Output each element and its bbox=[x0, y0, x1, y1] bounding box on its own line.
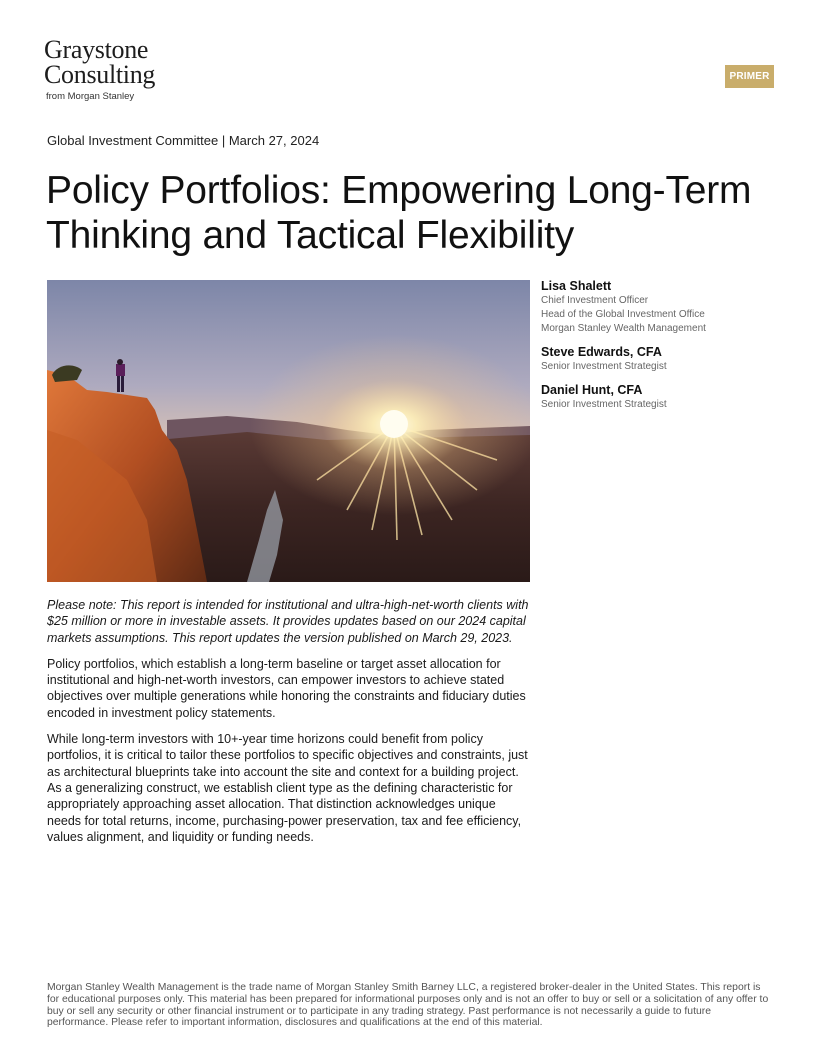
author-name: Lisa Shalett bbox=[541, 279, 612, 293]
graystone-logo bbox=[44, 37, 155, 102]
legal-footer: Morgan Stanley Wealth Management is the trade name of Morgan Stanley Smith Barney LLC, a registered broker-dealer in the United States. This report is for educational purposes only. This material has been prepared for informational purposes only and is not an offer to buy or sell or a solicitation of any offer to buy or sell any security or other financial instrument or to participate in any trading strategy. Past performance is not necessarily a guide to future performance. Please refer to important information, disclosures and qualifications at the end of this material. bbox=[47, 982, 769, 1029]
disclaimer-note: Please note: This report is intended for institutional and ultra-high-net-worth clients with $25 million or more in investable assets. It provides updates based on our 2024 capital markets assumptions. This report updates the version published on March 29, 2023. bbox=[47, 598, 529, 645]
logo-subline: from Morgan Stanley bbox=[46, 91, 135, 102]
page-title: Policy Portfolios: Empowering Long-Term Thinking and Tactical Flexibility bbox=[46, 169, 752, 257]
body-paragraph: While long-term investors with 10+-year time horizons could benefit from policy portfolios, it is critical to tailor these portfolios to specific objectives and constraints, just as architectural blueprints take into account the site and context for a building project. As a generalizing construct, we establish client type as the defining characteristic for appropriately approaching asset allocation. That distinction acknowledges unique needs for total returns, income, purchasing-power preservation, tax and fee efficiency, values alignment, and liquidity or funding needs. bbox=[47, 732, 528, 844]
author-name: Steve Edwards, CFA bbox=[541, 345, 662, 359]
logo-line-2: Consulting bbox=[44, 60, 156, 89]
body-text bbox=[47, 597, 533, 855]
author-role: Head of the Global Investment Office bbox=[541, 309, 705, 320]
author-role: Morgan Stanley Wealth Management bbox=[541, 323, 706, 334]
author-role: Senior Investment Strategist bbox=[541, 361, 667, 372]
hero-image-canyon-sunset bbox=[47, 280, 530, 582]
author-card bbox=[541, 278, 791, 336]
primer-badge: PRIMER bbox=[725, 65, 774, 88]
body-paragraph: Policy portfolios, which establish a long-term baseline or target asset allocation for institutional and high-net-worth investors, can empower investors to achieve stated objectives over multiple generations while honoring the constraints and fiduciary duties encoded in investment policy statements. bbox=[47, 656, 526, 720]
author-card bbox=[541, 344, 791, 374]
author-name: Daniel Hunt, CFA bbox=[541, 383, 643, 397]
author-role: Chief Investment Officer bbox=[541, 295, 649, 306]
logo-line-1: Graystone bbox=[44, 35, 149, 64]
report-meta: Global Investment Committee | March 27, 2024 bbox=[47, 133, 320, 148]
author-card bbox=[541, 382, 791, 412]
author-role: Senior Investment Strategist bbox=[541, 399, 667, 410]
author-list bbox=[541, 278, 791, 420]
